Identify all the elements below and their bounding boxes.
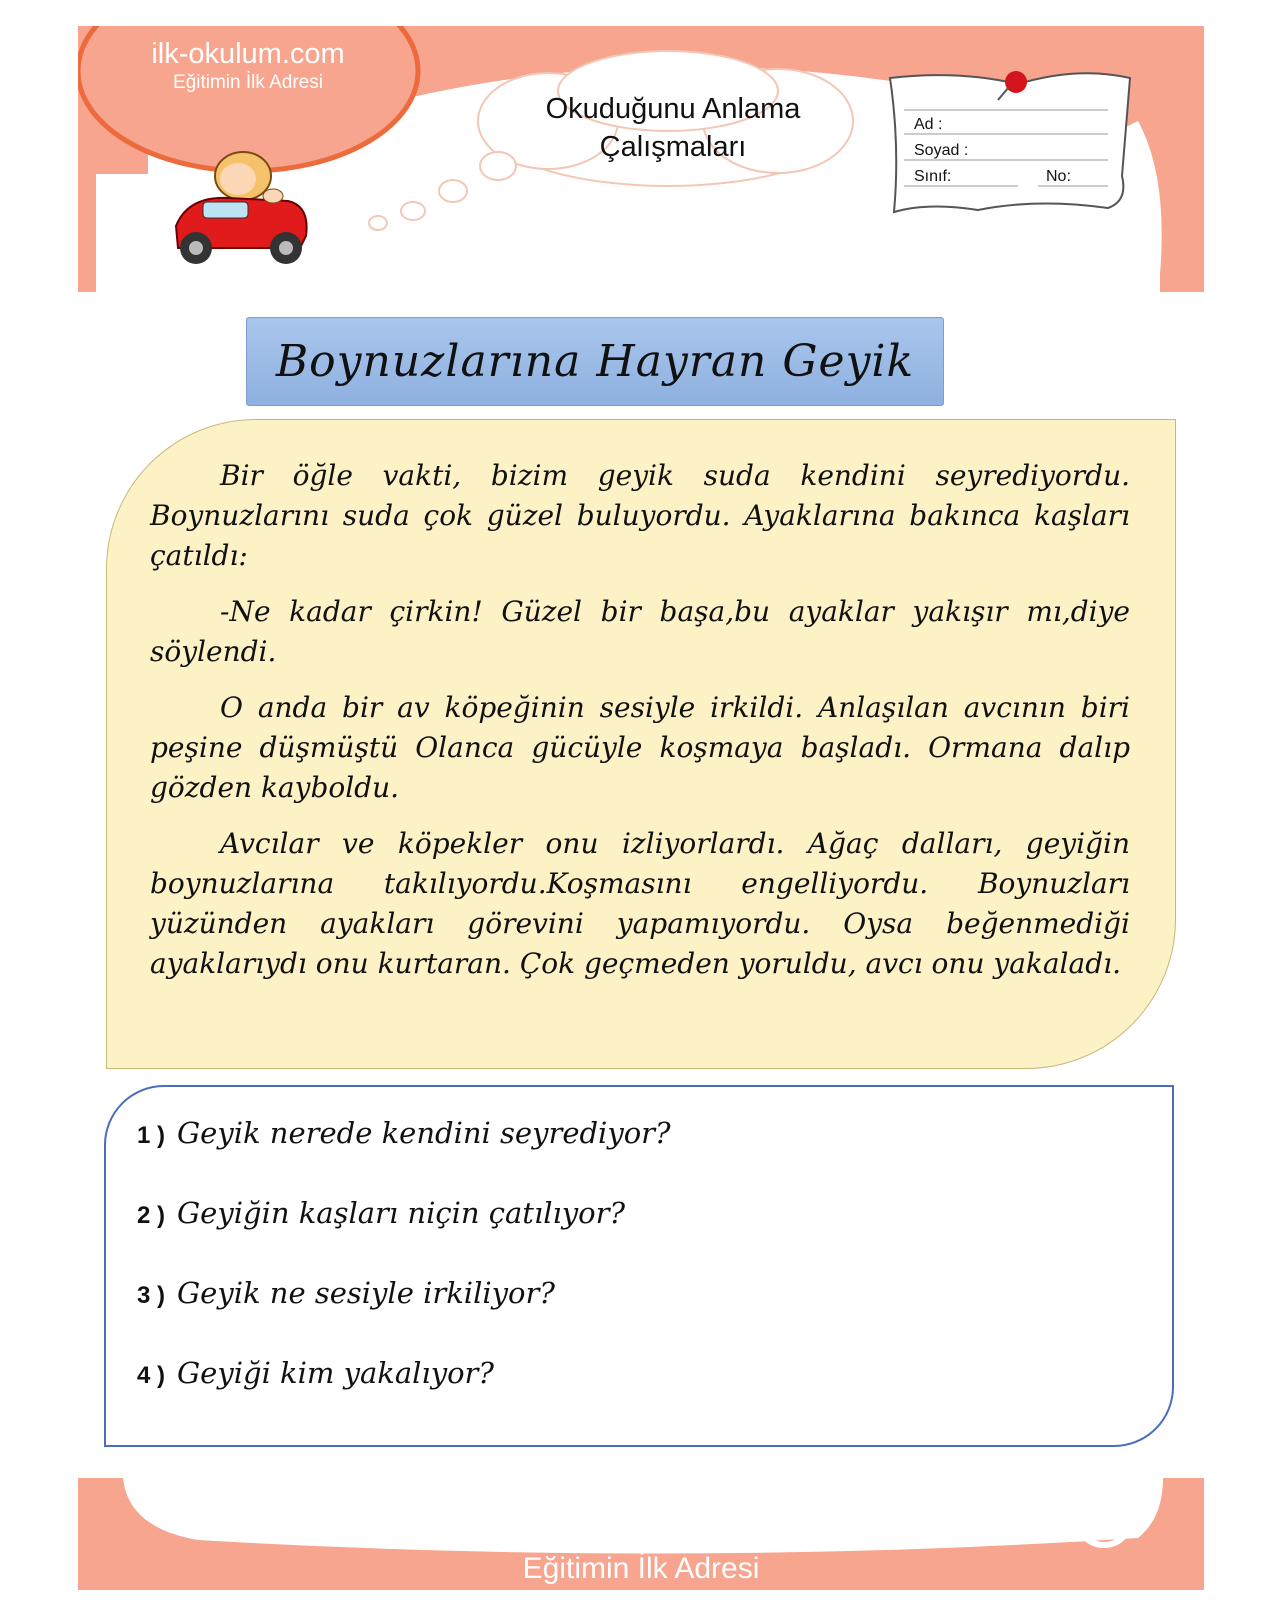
worksheet-title: [493, 90, 853, 166]
name-label: Ad :: [914, 116, 943, 133]
question-text: Geyiği kim yakalıyor?: [177, 1356, 494, 1390]
question-2: [137, 1196, 1137, 1230]
footer-circle-icon: [1077, 1491, 1131, 1545]
header-site-name: ilk-okulum.com: [151, 38, 345, 70]
story-paragraph-3: O anda bir av köpeğinin sesiyle irkildi. Anlaşılan avcının biri peşine düşmüştü Olanca gücüyle koşmaya başladı. Ormana dalıp gözden kayboldu.: [150, 691, 1130, 804]
story-paragraph-1: Bir öğle vakti, bizim geyik suda kendini seyrediyordu. Boynuzlarını suda çok güzel buluyordu. Ayaklarına bakınca kaşları çatıldı:: [150, 459, 1130, 572]
question-number: 3 ): [137, 1282, 166, 1309]
class-label: Sınıf:: [914, 168, 952, 185]
question-3: [137, 1276, 1137, 1310]
worksheet-title-line2: Çalışmaları: [599, 131, 747, 163]
surname-label: Soyad :: [914, 142, 969, 159]
question-text: Geyik ne sesiyle irkiliyor?: [177, 1276, 555, 1310]
story-paragraph-2: -Ne kadar çirkin! Güzel bir başa,bu ayaklar yakışır mı,diye söylendi.: [150, 595, 1130, 668]
question-text: Geyiğin kaşları niçin çatılıyor?: [177, 1196, 626, 1230]
page-footer: [78, 1478, 1204, 1590]
story-title: Boynuzlarına Hayran Geyik: [275, 336, 915, 387]
footer-tagline: Eğitimin İlk Adresi: [522, 1552, 760, 1585]
story-title-bar: [246, 317, 944, 406]
worksheet-title-line1: Okuduğunu Anlama: [545, 93, 801, 125]
question-text: Geyik nerede kendini seyrediyor?: [177, 1116, 671, 1150]
question-4: [137, 1356, 1137, 1390]
page-header: [78, 26, 1204, 292]
question-number: 2 ): [137, 1202, 166, 1229]
question-1: [137, 1116, 1137, 1150]
footer-site-name: ilk-okulum.com: [487, 1503, 795, 1555]
number-label: No:: [1046, 168, 1071, 185]
pushpin-icon: [1005, 71, 1027, 93]
question-number: 1 ): [137, 1122, 166, 1149]
header-tagline: Eğitimin İlk Adresi: [173, 72, 323, 93]
story-paragraph-4: Avcılar ve köpekler onu izliyorlardı. Ağaç dalları, geyiğin boynuzlarına takılıyordu.Koşmasını engelliyordu. Boynuzları yüzünden ayakları görevini yapamıyordu. Oysa beğenmediği ayaklarıydı onu kurtaran. Çok geçmeden yoruldu, avcı onu yakaladı.: [150, 827, 1130, 980]
question-number: 4 ): [137, 1362, 166, 1389]
